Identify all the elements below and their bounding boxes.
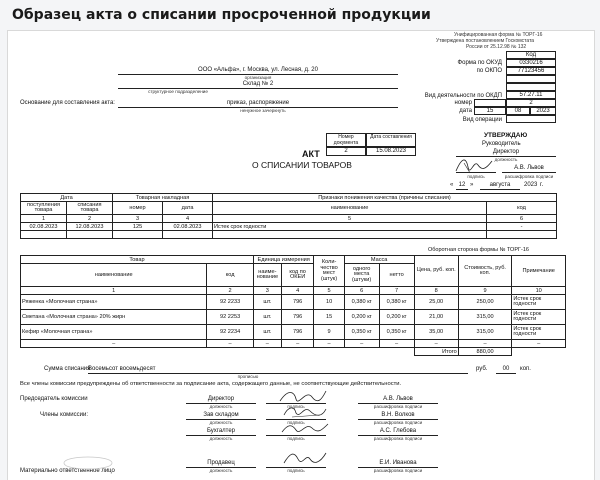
t2-cell: 0,200 кг — [344, 310, 379, 325]
t2-cell: 0,350 кг — [344, 325, 379, 340]
pos-caption: должность — [209, 436, 233, 441]
basis-caption: ненужное зачеркнуть — [240, 108, 286, 113]
sum-kop-value: 00 — [496, 366, 516, 374]
comm-name: А.С. Глебова — [358, 428, 438, 436]
t1-h-date2: дата — [163, 202, 213, 215]
t2-h-price: Цена, руб. коп. — [414, 256, 458, 287]
t2-n: 3 — [253, 287, 281, 295]
t2-n: 6 — [344, 287, 379, 295]
approve-month: августа — [480, 182, 520, 190]
comm-name: А.В. Львов — [358, 396, 438, 404]
dept-caption: структурное подразделение — [148, 89, 208, 94]
t2-dash: – — [21, 340, 207, 348]
t2-n: 9 — [458, 287, 512, 295]
comm-pos: Бухгалтер — [186, 428, 256, 436]
t2-n: 8 — [414, 287, 458, 295]
approve-g: г. — [540, 182, 544, 188]
t2-cell: 0,380 кг — [344, 295, 379, 310]
approve-day: 12 — [456, 182, 468, 190]
basis-label: Основание для составления акта: — [20, 100, 115, 106]
table-row — [21, 310, 566, 325]
warning-text: Все члены комиссии предупреждены об ответственности за подписание акта, содержащего данные, не соответствующие действительности. — [20, 381, 402, 387]
doc-date-value: 15.08.2023 — [366, 147, 416, 156]
t2-h-note: Примечание — [512, 256, 566, 287]
okpo-value: 77123456 — [506, 67, 556, 75]
approve-name: А.В. Львов — [502, 165, 556, 173]
table-row — [21, 295, 566, 310]
t2-cell: 796 — [281, 325, 314, 340]
t1-h-num: номер — [113, 202, 163, 215]
basis-value: приказ, распоряжение — [118, 100, 398, 108]
t1-h-code: код — [487, 202, 557, 215]
total-value: 880,00 — [458, 348, 512, 356]
approve-name-caption: расшифровка подписи — [504, 174, 554, 179]
members-label: Члены комиссии: — [40, 412, 89, 418]
name-caption: расшифровка подписи — [373, 404, 423, 409]
t2-cell: 21,00 — [414, 310, 458, 325]
stamp-icon — [58, 451, 118, 475]
table-row — [21, 223, 557, 231]
t2-cell: Ряженка «Молочная страна» — [21, 295, 207, 310]
t2-dash: – — [379, 340, 414, 348]
t1-h-nakl: Товарная накладная — [113, 194, 213, 202]
approve-position-caption: должность — [494, 157, 518, 162]
t2-cell: 92 2234 — [207, 325, 254, 340]
t2-dash: – — [207, 340, 254, 348]
t2-n: 5 — [314, 287, 344, 295]
doc-num-value: 2 — [326, 147, 366, 156]
name-caption: расшифровка подписи — [373, 420, 423, 425]
t1-h-receipt: поступления товара — [21, 202, 67, 215]
comm-name: В.Н. Волков — [358, 412, 438, 420]
kod-header: Код — [506, 51, 556, 59]
name-caption: расшифровка подписи — [373, 436, 423, 441]
t1-n: 5 — [213, 215, 487, 223]
pos-caption: должность — [209, 468, 233, 473]
signature-icon — [280, 449, 330, 467]
t2-h-code: код — [207, 264, 254, 287]
sign-caption: подпись — [287, 404, 305, 409]
t2-h-tovar: Товар — [21, 256, 254, 264]
t1-h-date: Дата — [21, 194, 113, 202]
comm-name: Е.И. Иванова — [358, 460, 438, 468]
t1-h-name: наименование — [213, 202, 487, 215]
form-name: Унифицированная форма № ТОРГ-16 — [454, 32, 543, 38]
t2-cell: Истек срок годности — [512, 325, 566, 340]
sum-words: Восемьсот восемьдесят — [88, 366, 468, 374]
sign-caption: подпись — [287, 468, 305, 473]
t1-cell: - — [487, 223, 557, 231]
pos-caption: должность — [209, 420, 233, 425]
org-name: ООО «Альфа», г. Москва, ул. Лесная, д. 20 — [118, 67, 398, 75]
comm-pos: Зав складом — [186, 412, 256, 420]
box-empty-2 — [506, 83, 556, 91]
nomer-value: 2 — [506, 99, 556, 107]
t2-cell: 315,00 — [458, 310, 512, 325]
t2-h-name: наименование — [21, 264, 207, 287]
name-caption: расшифровка подписи — [373, 468, 423, 473]
signature-icon — [280, 420, 330, 436]
t2-h-net: нетто — [379, 264, 414, 287]
act-label: АКТ — [302, 149, 320, 159]
t2-cell: Сметана «Молочная страна» 20% жирн — [21, 310, 207, 325]
t1-h-signs: Признаки понижения качества (причины списания) — [213, 194, 557, 202]
mol-label: Материально ответственное лицо — [20, 468, 115, 474]
t2-n: 4 — [281, 287, 314, 295]
sign-caption: подпись — [287, 420, 305, 425]
approved-line-2: России от 25.12.98 № 132 — [466, 44, 527, 50]
box-empty-1 — [506, 75, 556, 83]
t2-cell: 25,00 — [414, 295, 458, 310]
approve-quote-open: « — [450, 182, 454, 188]
okud-label: Форма по ОКУД — [457, 60, 502, 66]
t2-h-mass: Масса — [344, 256, 414, 264]
t2-h-unit-name: наиме-нование — [253, 264, 281, 287]
t2-cell: 92 2253 — [207, 310, 254, 325]
t2-h-one: одного места (штуки) — [344, 264, 379, 287]
t2-cell: Кефир «Молочная страна» — [21, 325, 207, 340]
date-month: 08 — [506, 107, 530, 115]
t2-cell: 0,200 кг — [379, 310, 414, 325]
nomer-label: номер — [454, 100, 472, 106]
approve-year: 2023 — [524, 182, 538, 188]
doc-date-label: Дата составления — [366, 133, 416, 147]
comm-pos: Директор — [186, 396, 256, 404]
t2-h-qty: Коли-чество мест (штук) — [314, 256, 344, 287]
sum-label: Сумма списания — [44, 366, 91, 372]
nomer-label-box — [474, 99, 506, 107]
t2-dash: – — [414, 340, 458, 348]
doc-num-label: Номер документа — [326, 133, 366, 147]
writeoff-reasons-table — [20, 193, 557, 239]
document-sheet — [7, 30, 595, 480]
date-year: 2023 — [530, 107, 556, 115]
approve-head: Руководитель — [482, 141, 521, 147]
t2-cell: шт. — [253, 295, 281, 310]
reverse-label: Оборотная сторона формы № ТОРГ-16 — [428, 247, 529, 253]
page-title: Образец акта о списании просроченной продукции — [12, 7, 431, 23]
t2-cell: 0,350 кг — [379, 325, 414, 340]
t1-cell: 12.08.2023 — [67, 223, 113, 231]
t2-cell: 796 — [281, 295, 314, 310]
t2-dash: – — [512, 340, 566, 348]
t1-cell: 02.08.2023 — [21, 223, 67, 231]
data-label: дата — [459, 108, 472, 114]
t1-n: 2 — [67, 215, 113, 223]
okud-value: 0330216 — [506, 59, 556, 67]
t2-cell: шт. — [253, 310, 281, 325]
act-subtitle: О СПИСАНИИ ТОВАРОВ — [252, 160, 352, 170]
t2-cell: шт. — [253, 325, 281, 340]
sum-kop: коп. — [520, 366, 531, 372]
okdp-label: Вид деятельности по ОКДП — [424, 93, 502, 99]
t2-n: 7 — [379, 287, 414, 295]
t2-cell: Истек срок годности — [512, 295, 566, 310]
pos-caption: должность — [209, 404, 233, 409]
t2-n: 10 — [512, 287, 566, 295]
t2-cell: 250,00 — [458, 295, 512, 310]
t2-cell: 92 2233 — [207, 295, 254, 310]
t1-n: 1 — [21, 215, 67, 223]
approve-position: Директор — [456, 149, 556, 157]
t2-cell: 796 — [281, 310, 314, 325]
t2-dash: – — [344, 340, 379, 348]
chair-label: Председатель комиссии — [20, 396, 88, 402]
t2-n: 2 — [207, 287, 254, 295]
table-row — [21, 325, 566, 340]
t2-cell: 0,380 кг — [379, 295, 414, 310]
t2-n: 1 — [21, 287, 207, 295]
t1-cell: Истек срок годности — [213, 223, 487, 231]
t2-cell: 35,00 — [414, 325, 458, 340]
sign-caption: подпись — [287, 436, 305, 441]
approve-sign-caption: подпись — [467, 174, 485, 179]
approve-title: УТВЕРЖДАЮ — [484, 132, 528, 139]
okpo-label: по ОКПО — [476, 68, 502, 74]
comm-pos: Продавец — [186, 460, 256, 468]
table-row — [21, 340, 566, 348]
operation-value — [506, 115, 556, 123]
t2-cell: 315,00 — [458, 325, 512, 340]
approved-line-1: Утверждена постановлением Госкомстата — [436, 38, 535, 44]
t1-n: 3 — [113, 215, 163, 223]
dept-name: Склад № 2 — [118, 81, 398, 89]
t2-cell: Истек срок годности — [512, 310, 566, 325]
t1-cell: 02.08.2023 — [163, 223, 213, 231]
sum-caption: прописью — [237, 374, 259, 379]
signature-icon — [280, 403, 330, 421]
t2-h-okei: код по ОКЕИ — [281, 264, 314, 287]
t2-cell: 10 — [314, 295, 344, 310]
t2-h-unit: Единица измерения — [253, 256, 314, 264]
operation-label: Вид операции — [462, 117, 502, 123]
t1-n: 4 — [163, 215, 213, 223]
org-caption: организация — [244, 75, 272, 80]
t1-h-writeoff: списания товара — [67, 202, 113, 215]
sum-rub: руб. — [476, 366, 488, 372]
t2-dash: – — [281, 340, 314, 348]
t2-dash: – — [458, 340, 512, 348]
date-day: 15 — [474, 107, 506, 115]
t2-h-sum: Стоимость, руб. коп. — [458, 256, 512, 287]
t1-n: 6 — [487, 215, 557, 223]
t2-cell: 15 — [314, 310, 344, 325]
t1-cell: 125 — [113, 223, 163, 231]
okdp-value: 57.27.11 — [506, 91, 556, 99]
t2-dash: – — [314, 340, 344, 348]
t2-dash: – — [253, 340, 281, 348]
approve-quote-close: » — [470, 182, 474, 188]
director-signature-icon — [454, 155, 494, 175]
total-label: Итого — [414, 348, 458, 356]
goods-table — [20, 255, 566, 356]
t2-cell: 9 — [314, 325, 344, 340]
